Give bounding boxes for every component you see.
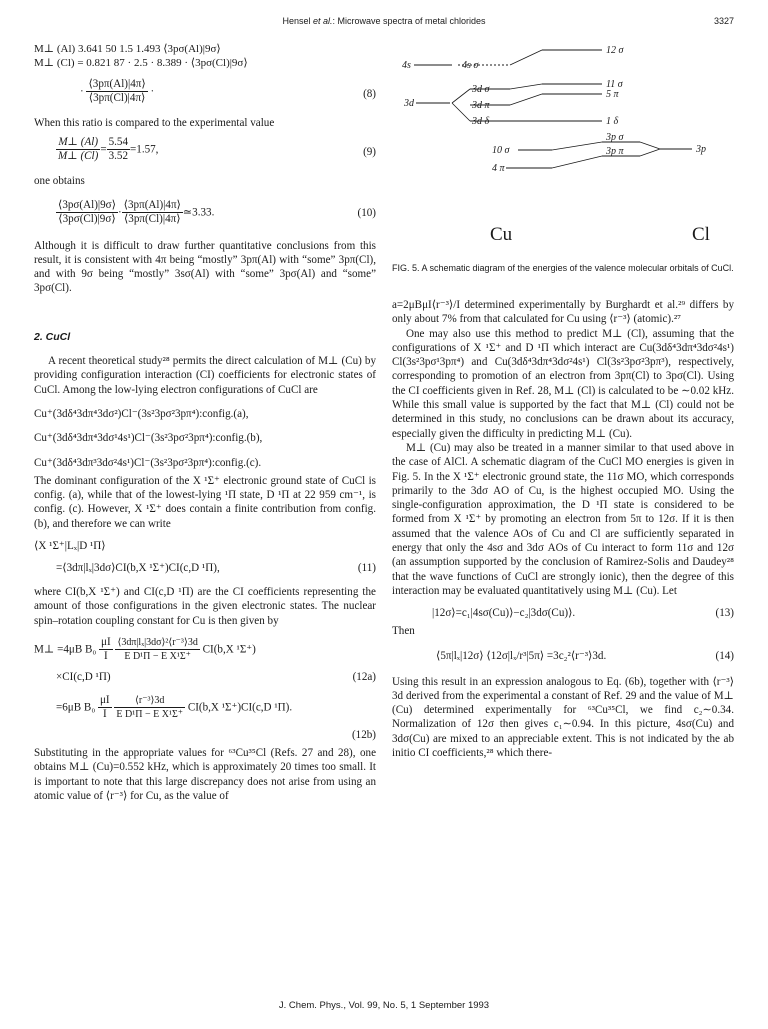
eq10-frac-b <box>122 199 183 226</box>
eq12a-frac2-num: ⟨3dπ|lₓ|3dσ⟩²⟨r⁻³⟩3d <box>117 636 198 648</box>
label-4pi: 4 π <box>492 163 505 174</box>
config-b: Cu⁺(3dδ⁴3dπ⁴3dσ¹4s¹)Cl⁻(3s²3pσ²3pπ⁴):config.(b), <box>34 432 263 445</box>
eq12b-frac1-den: I <box>102 707 107 720</box>
eq12a-tail: CI(b,X ¹Σ⁺) <box>202 643 256 656</box>
para-one-obtains: one obtains <box>34 175 85 188</box>
label-12sigma: 12 σ <box>606 45 624 56</box>
config-c: Cu⁺(3dδ⁴3dπ³3dσ²4s¹)Cl⁻(3s²3pσ²3pπ⁴):config.(c). <box>34 456 262 469</box>
eq12b-number: (12b) <box>351 728 376 741</box>
para-dominant-config: The dominant configuration of the X ¹Σ⁺ electronic ground state of CuCl is config. (a), while that of the lowest-lying ¹Π state, D ¹Π at 22 959 cm⁻¹, is config. (c). However, X ¹Σ⁺ does contain a finite contribution from config. (b), and therefore we can write <box>34 474 376 530</box>
left-column <box>34 40 376 803</box>
para-theoretical-study: A recent theoretical study²⁸ permits the direct calculation of M⊥ (Cu) by providing configuration interaction (CI) coefficients for electronic states of CuCl. Among the low-lying electron configurations of CuCl are <box>34 355 376 396</box>
eq8-frac-num: ⟨3pπ(Al)|4π⟩ <box>88 78 146 90</box>
page-footer: J. Chem. Phys., Vol. 99, No. 5, 1 September 1993 <box>278 1000 490 1011</box>
label-3d-sigma: 3d σ <box>472 84 490 95</box>
right-column <box>392 298 734 760</box>
eq9-number: (9) <box>363 146 376 159</box>
eq10-b-den: ⟨3pπ(Cl)|4π⟩ <box>123 212 181 225</box>
eq10-result: ≃3.33. <box>182 205 215 218</box>
equation-14 <box>392 649 734 675</box>
connector-4pi <box>552 156 602 168</box>
eq11-line-b: =⟨3dπ|lₓ|3dσ⟩CI(b,X ¹Σ⁺)CI(c,D ¹Π), <box>56 562 220 575</box>
connector-12sigma <box>510 50 542 65</box>
eq13-body: |12σ⟩=c₁|4sσ(Cu)⟩−c₂|3dσ(Cu)⟩. <box>432 607 576 620</box>
eq11-number: (11) <box>357 562 376 575</box>
eq12b-frac2 <box>114 694 185 721</box>
running-title <box>34 16 734 26</box>
para-substituting: Substituting in the appropriate values for ⁶³Cu³⁵Cl (Refs. 27 and 28), one obtains M⊥ (Cu)=0.552 kHz, which is approximately 20 times too small. It is important to note that this large discrepancy does not arise from using an atomic value of ⟨r⁻³⟩ for Cu, as the value of <box>34 746 376 802</box>
eq14-part-b: ⟨12σ|lₓ/r³|5π⟩ =3c₂²⟨r⁻³⟩3d. <box>486 649 607 662</box>
equation-13 <box>392 606 734 624</box>
eq12a-frac2 <box>115 636 199 663</box>
para-predict-mcl: One may also use this method to predict M⊥ (Cl), assuming that the configurations of X ¹Σ⁺ and D ¹Π which interact are Cu(3dδ⁴3dπ⁴3dσ²4s¹) Cl(3s²3pσ¹3pπ⁴) and Cu(3dδ⁴3dπ⁴3dσ²4s¹) Cl(3s²3pσ²3pπ³), respectively, corresponding to promotion of an electron from 3pπ(Cl) to 3pσ(Cl). Using the CI coefficients given in Ref. 28, M⊥ (Cl) is calculated to be ∼0.02 kHz. While this small value is supported by the fact that M⊥ (Cl) could not be determined in this study, no conclusions can be drawn about its accuracy, especially given the difficulty in predicting M⊥ (Cu). <box>392 327 734 440</box>
label-11sigma: 11 σ <box>606 79 623 90</box>
connector-5pi <box>510 94 542 105</box>
mo-diagram-svg <box>392 40 734 260</box>
label-3d-pi: 3d π <box>472 100 490 111</box>
page-number: 3327 <box>713 16 734 26</box>
eq8-number: (8) <box>363 88 376 100</box>
eq12a-frac1-num: μI <box>101 635 111 648</box>
eq13-number: (13) <box>715 607 734 620</box>
label-3p-sigma: 3p σ <box>606 132 624 143</box>
eq9-lhs <box>56 136 100 163</box>
eq12b-tail: CI(b,X ¹Σ⁺)CI(c,D ¹Π). <box>187 701 293 714</box>
para-mcu-treated: M⊥ (Cu) may also be treated in a manner similar to that used above in the case of AlCl. A schematic diagram of the CuCl MO energies is given in Fig. 5. In the X ¹Σ⁺ electronic ground state, the 11σ MO, which corresponds primarily to the 3dσ AO of Cu, is the highest occupied MO. Using the single-configuration approximation, the D ¹Π state is considered to be formed from X ¹Σ⁺ by promoting an electron from 5π to 12σ. If it is then assumed that the valence AOs of Cu and Cl are sufficiently separated in energy that only the 4sσ and 3dσ AOs of Cu interact to form 11σ and 12σ (an assumption supported by the conclusion of Ramirez-Solis and Daudey²⁸ that the wave functions of CuCl are strongly ionic), then the degree of this interaction may be evaluated quantitatively using M⊥ (Cu). Let <box>392 441 734 597</box>
section-heading-cucl: 2. CuCl <box>34 330 71 343</box>
eq8-fraction <box>86 78 147 105</box>
eq12a-frac1-den: I <box>104 649 108 662</box>
header-etal: et al. <box>310 16 333 26</box>
eq10-frac-a <box>56 199 118 226</box>
label-cl-3p: 3p <box>696 144 706 155</box>
eq8-line1b: M⊥ (Cl) = 0.821 87 · 2.5 · 8.389 · ⟨3pσ(Cl)|9σ⟩ <box>34 57 248 69</box>
label-1delta: 1 δ <box>606 116 619 127</box>
figure-5-caption: FIG. 5. A schematic diagram of the energies of the valence molecular orbitals of CuCl. <box>392 263 734 273</box>
para-then: Then <box>392 625 415 638</box>
header-author: Hensel <box>282 16 311 26</box>
eq12b-lhs: =6μB B₀ <box>56 701 96 714</box>
eq10-b-num: ⟨3pπ(Al)|4π⟩ <box>123 198 181 211</box>
eq9-rhs <box>107 136 130 163</box>
eq9-result: =1.57, <box>130 143 159 156</box>
para-using-result: Using this result in an expression analogous to Eq. (6b), together with ⟨r⁻³⟩3d derived from the experimental a constant of Ref. 29 and the value of M⊥ (Cu) determined experimentally for ⁶³Cu³⁵Cl, we find c₂∼0.34. Normalization of 12σ then gives c₁∼0.94. In this picture, 4sσ(Cu) and 3dσ(Cu) are mixed to an appreciable extent. This is not indicated by the ab initio CI coefficients,²⁸ which there- <box>392 675 734 760</box>
equation-10: $\frac{⟨3p\sigma(Al)|9\sigma⟩}{⟨3p\sigma(Cl)|9\sigma⟩}$ · $\frac{⟨3p\pi(Al)|4\pi⟩}{⟨3p\pi(Cl)|4\pi⟩}$ ≃3.33. (10) <box>58 198 376 225</box>
eq8-line1: M⊥ (Al) 3.641 50 1.5 1.493 ⟨3pσ(Al)|9σ⟩ <box>34 43 221 55</box>
label-cu-3d: 3d <box>404 98 414 109</box>
eq14-part-a: ⟨5π|lₓ|12σ⟩ <box>436 649 484 662</box>
eq8-frac-den: ⟨3pπ(Cl)|4π⟩ <box>88 92 146 104</box>
equation-12a <box>34 636 376 670</box>
label-5pi: 5 π <box>606 89 619 100</box>
para-a-constant: a=2μBμI⟨r⁻³⟩/I determined experimentally by Burghardt et al.²⁹ differs by only about 7% from that calculated for Cu using ⟨r⁻³⟩ (atomic).²⁷ <box>392 299 734 326</box>
para-although: Although it is difficult to draw further quantitative conclusions from this result, it is consistent with 4π being “mostly” 3pπ(Al) with “some” 3pπ(Cl), and with 9σ being “mostly” 3sσ(Al) with “some” 3pσ(Al) and “some” 3pσ(Cl). <box>34 239 376 295</box>
eq12b-frac1 <box>98 694 112 721</box>
connector-3p-sigma <box>640 142 660 149</box>
connector-11sigma <box>510 84 542 89</box>
connector-3p-pi <box>640 149 660 156</box>
eq12a-number: (12a) <box>352 670 376 683</box>
figure-5-mo-diagram <box>392 40 734 260</box>
equation-12b <box>34 694 376 728</box>
label-4s-sigma: 4s σ <box>462 60 479 71</box>
equation-8 <box>34 42 376 72</box>
eq10-number: (10) <box>357 206 376 219</box>
eq12b-frac2-den: E D¹Π − E X¹Σ⁺ <box>116 708 184 720</box>
equation-8-line2: · $\frac{⟨3p\pi(Al)|4\pi⟩}{⟨3p\pi(Cl)|4\pi⟩}$ · (8) <box>80 78 376 104</box>
atom-label-cl: Cl <box>692 224 710 245</box>
eq11-line-a: ⟨X ¹Σ⁺|Lₓ|D ¹Π⟩ <box>34 540 106 553</box>
para-ratio-compare: When this ratio is compared to the experimental value <box>34 117 275 129</box>
equation-12a-line2 <box>34 670 376 688</box>
equation-11 <box>34 539 376 583</box>
equation-12b-number-row <box>34 728 376 744</box>
header-title-rest: : Microwave spectra of metal chlorides <box>332 16 486 26</box>
label-cu-4s: 4s <box>402 60 411 71</box>
label-3p-pi: 3p π <box>606 146 624 157</box>
eq12b-frac1-num: μI <box>99 693 110 706</box>
label-3d-delta: 3d δ <box>472 116 490 127</box>
eq9-rhs-num: 5.54 <box>108 136 129 149</box>
eq12a-line2: ×CI(c,D ¹Π) <box>56 670 111 683</box>
eq12b-frac2-num: ⟨r⁻³⟩3d <box>114 694 185 708</box>
equation-9: $\frac{M\perp (Al)}{M\perp (Cl)}$ = $\frac{5.54}{3.52}$ =1.57, (9) <box>58 136 376 163</box>
eq10-a-num: ⟨3pσ(Al)|9σ⟩ <box>58 198 116 211</box>
eq9-lhs-num: M⊥ (Al) <box>56 136 100 150</box>
connector-3d-sigma <box>452 89 470 103</box>
label-10sigma: 10 σ <box>492 145 510 156</box>
config-a: Cu⁺(3dδ⁴3dπ⁴3dσ²)Cl⁻(3s²3pσ²3pπ⁴):config.(a), <box>34 407 249 420</box>
eq9-rhs-den: 3.52 <box>108 150 129 163</box>
running-header <box>34 16 734 32</box>
connector-3d-delta <box>452 103 470 121</box>
eq14-number: (14) <box>715 649 734 662</box>
para-ci-coefficients: where CI(b,X ¹Σ⁺) and CI(c,D ¹Π) are the CI coefficients representing the amount of those configurations in the given electronic states. The nuclear spin–rotation coupling constant for Cu is then given by <box>34 586 376 627</box>
eq12a-frac2-den: E D¹Π − E X¹Σ⁺ <box>124 650 191 662</box>
connector-10sigma <box>552 142 602 150</box>
eq9-lhs-den: M⊥ (Cl) <box>58 150 99 163</box>
atom-label-cu: Cu <box>490 224 513 245</box>
eq12a-lhs: M⊥ =4μB B₀ <box>34 643 97 656</box>
eq12a-frac1 <box>99 636 113 663</box>
eq10-a-den: ⟨3pσ(Cl)|9σ⟩ <box>58 212 116 225</box>
